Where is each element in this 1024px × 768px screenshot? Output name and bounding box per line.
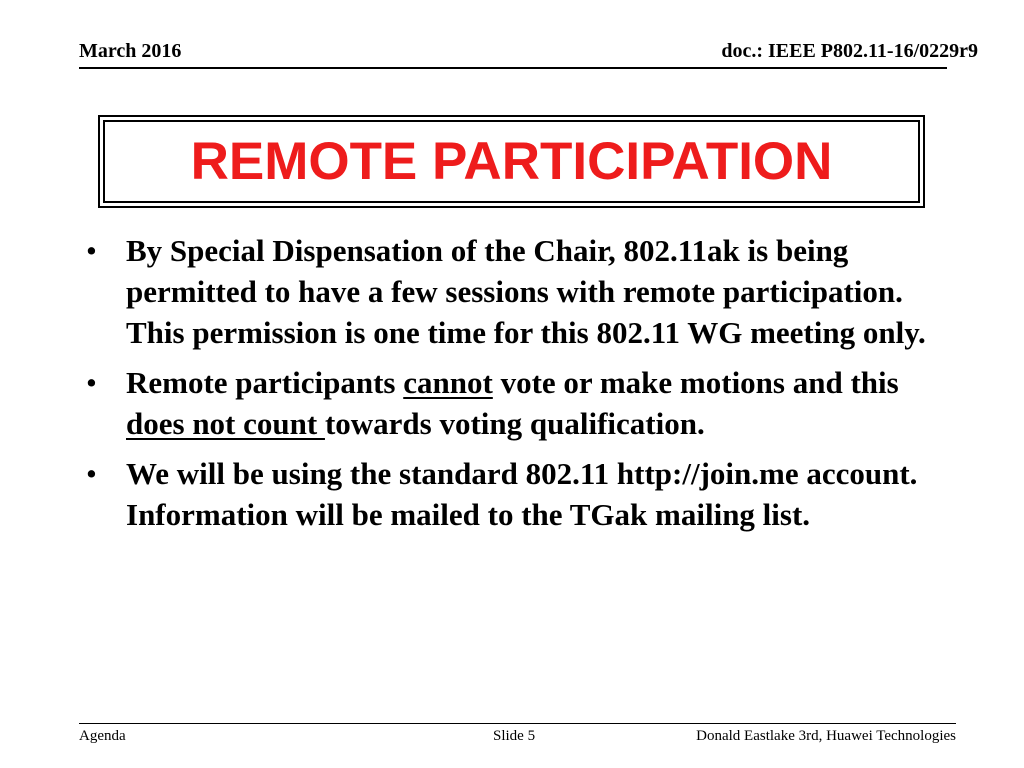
- bullet-icon: •: [86, 365, 97, 400]
- bullet-item: [82, 230, 942, 353]
- header-divider: [79, 67, 947, 69]
- underlined-text: cannot: [403, 365, 493, 400]
- bullet-list: [82, 230, 942, 544]
- footer-author: Donald Eastlake 3rd, Huawei Technologies: [696, 728, 956, 744]
- underlined-text: does not count: [126, 406, 325, 441]
- header-doc-id: doc.: IEEE P802.11-16/0229r9: [721, 40, 978, 62]
- footer-left: Agenda: [79, 728, 126, 744]
- title-frame-inner: [103, 120, 920, 203]
- bullet-item: [82, 453, 942, 535]
- bullet-text-part: towards voting qualification.: [324, 406, 705, 441]
- bullet-item: [82, 362, 942, 444]
- bullet-text: By Special Dispensation of the Chair, 802.11ak is being permitted to have a few sessions with remote participation. This permission is one time for this 802.11 WG meeting only.: [126, 233, 926, 350]
- header-date: March 2016: [79, 40, 182, 62]
- footer-divider: [79, 723, 956, 724]
- bullet-text: We will be using the standard 802.11 http://join.me account. Information will be mailed to the TGak mailing list.: [126, 456, 918, 532]
- footer-slide-number: Slide 5: [493, 728, 536, 744]
- slide-title: REMOTE PARTICIPATION: [190, 132, 833, 191]
- bullet-icon: •: [86, 233, 97, 268]
- bullet-text-part: vote or make motions and this: [492, 365, 899, 400]
- title-frame: [98, 115, 925, 208]
- bullet-icon: •: [86, 456, 97, 491]
- bullet-text-part: Remote participants: [126, 365, 404, 400]
